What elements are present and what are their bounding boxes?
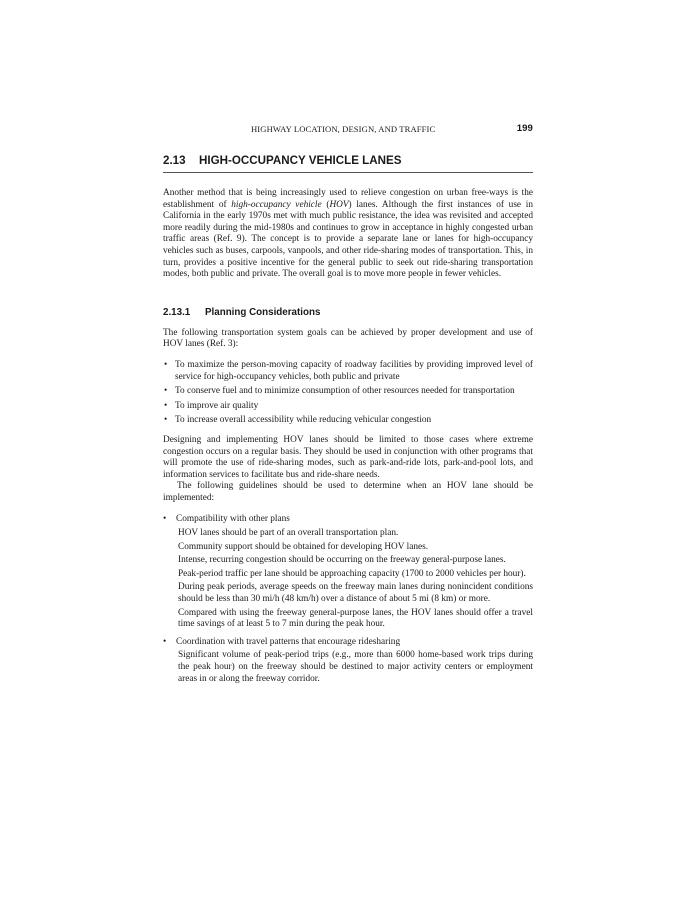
- running-header: [163, 124, 533, 136]
- guideline-criterion: During peak periods, average speeds on the freeway main lanes during nonincident conditions should be less than 30 mi/h (48 km/h) over a distance of about 5 mi (8 km) or more.: [178, 582, 533, 605]
- goal-item: • To improve air quality: [163, 401, 533, 413]
- guideline-criterion: Compared with using the freeway general-purpose lanes, the HOV lanes should offer a travel time savings of at least 5 to 7 min during the peak hour.: [178, 607, 533, 630]
- guideline-criterion: Intense, recurring congestion should be occurring on the freeway general-purpose lanes.: [178, 555, 506, 566]
- guideline-criterion: Significant volume of peak-period trips (e.g., more than 6000 home-based work trips during the peak hour) on the freeway should be destined to major activity centers or employment areas in or along the freeway corridor.: [178, 650, 533, 684]
- subsection-title: Planning Considerations: [205, 306, 321, 318]
- guideline-title: • Coordination with travel patterns that encourage ridesharing: [176, 636, 401, 647]
- intro-paragraph: Another method that is being increasingly used to relieve congestion on urban free-ways is the establishment of high-occupancy vehicle (HOV) lanes. Although the first instances of use in California in the early 1970s met with much public resistance, the idea was revisited and accepted more readily during the mid-1980s and continues to grow in acceptance in highly congested urban traffic areas (Ref. 9). The concept is to provide a separate lane or lanes for high-occupancy vehicles such as buses, carpools, vanpools, and other ride-sharing modes of transportation. This, in turn, provides a positive incentive for the general public to seek out ride-sharing transportation modes, both public and private. The overall goal is to move more people in fewer vehicles.: [163, 188, 533, 280]
- section-heading: [163, 154, 533, 173]
- italic-abbrev: HOV: [329, 199, 349, 210]
- italic-term: high-occupancy vehicle: [231, 199, 322, 210]
- guideline-item: [163, 514, 533, 630]
- guideline-criterion: Peak-period traffic per lane should be approaching capacity (1700 to 2000 vehicles per hour).: [178, 568, 526, 579]
- goals-intro-paragraph: The following transportation system goals can be achieved by proper development and use of HOV lanes (Ref. 3):: [163, 327, 533, 350]
- guideline-item: [163, 637, 533, 685]
- guideline-title: • Compatibility with other plans: [176, 514, 290, 525]
- section-number: 2.13: [163, 154, 186, 167]
- implementation-paragraph: Designing and implementing HOV lanes should be limited to those cases where extreme congestion occurs on a regular basis. They should be used in conjunction with other programs that will promote the use of ride-sharing modes, such as park-and-ride lots, park-and-pool lots, and information services to facilitate bus and ride-share needs.: [163, 434, 533, 480]
- running-title: HIGHWAY LOCATION, DESIGN, AND TRAFFIC: [251, 124, 436, 134]
- page-number: 199: [516, 123, 533, 134]
- guideline-criterion: Community support should be obtained for developing HOV lanes.: [178, 541, 429, 552]
- guideline-criterion: HOV lanes should be part of an overall transportation plan.: [178, 528, 399, 539]
- section-title: HIGH-OCCUPANCY VEHICLE LANES: [199, 154, 402, 167]
- subsection-number: 2.13.1: [163, 306, 191, 318]
- guidelines-intro-paragraph: The following guidelines should be used to determine when an HOV lane should be implemented:: [163, 481, 533, 503]
- goal-item: • To increase overall accessibility while reducing vehicular congestion: [163, 415, 533, 427]
- guidelines-list: [163, 514, 533, 685]
- goal-item: • To maximize the person-moving capacity of roadway facilities by providing improved level of service for high-occupancy vehicles, both public and private: [163, 360, 533, 383]
- document-page: [163, 124, 533, 691]
- subsection-heading: [163, 307, 533, 319]
- goal-item: • To conserve fuel and to minimize consumption of other resources needed for transportation: [163, 386, 533, 398]
- goals-list: [163, 360, 533, 427]
